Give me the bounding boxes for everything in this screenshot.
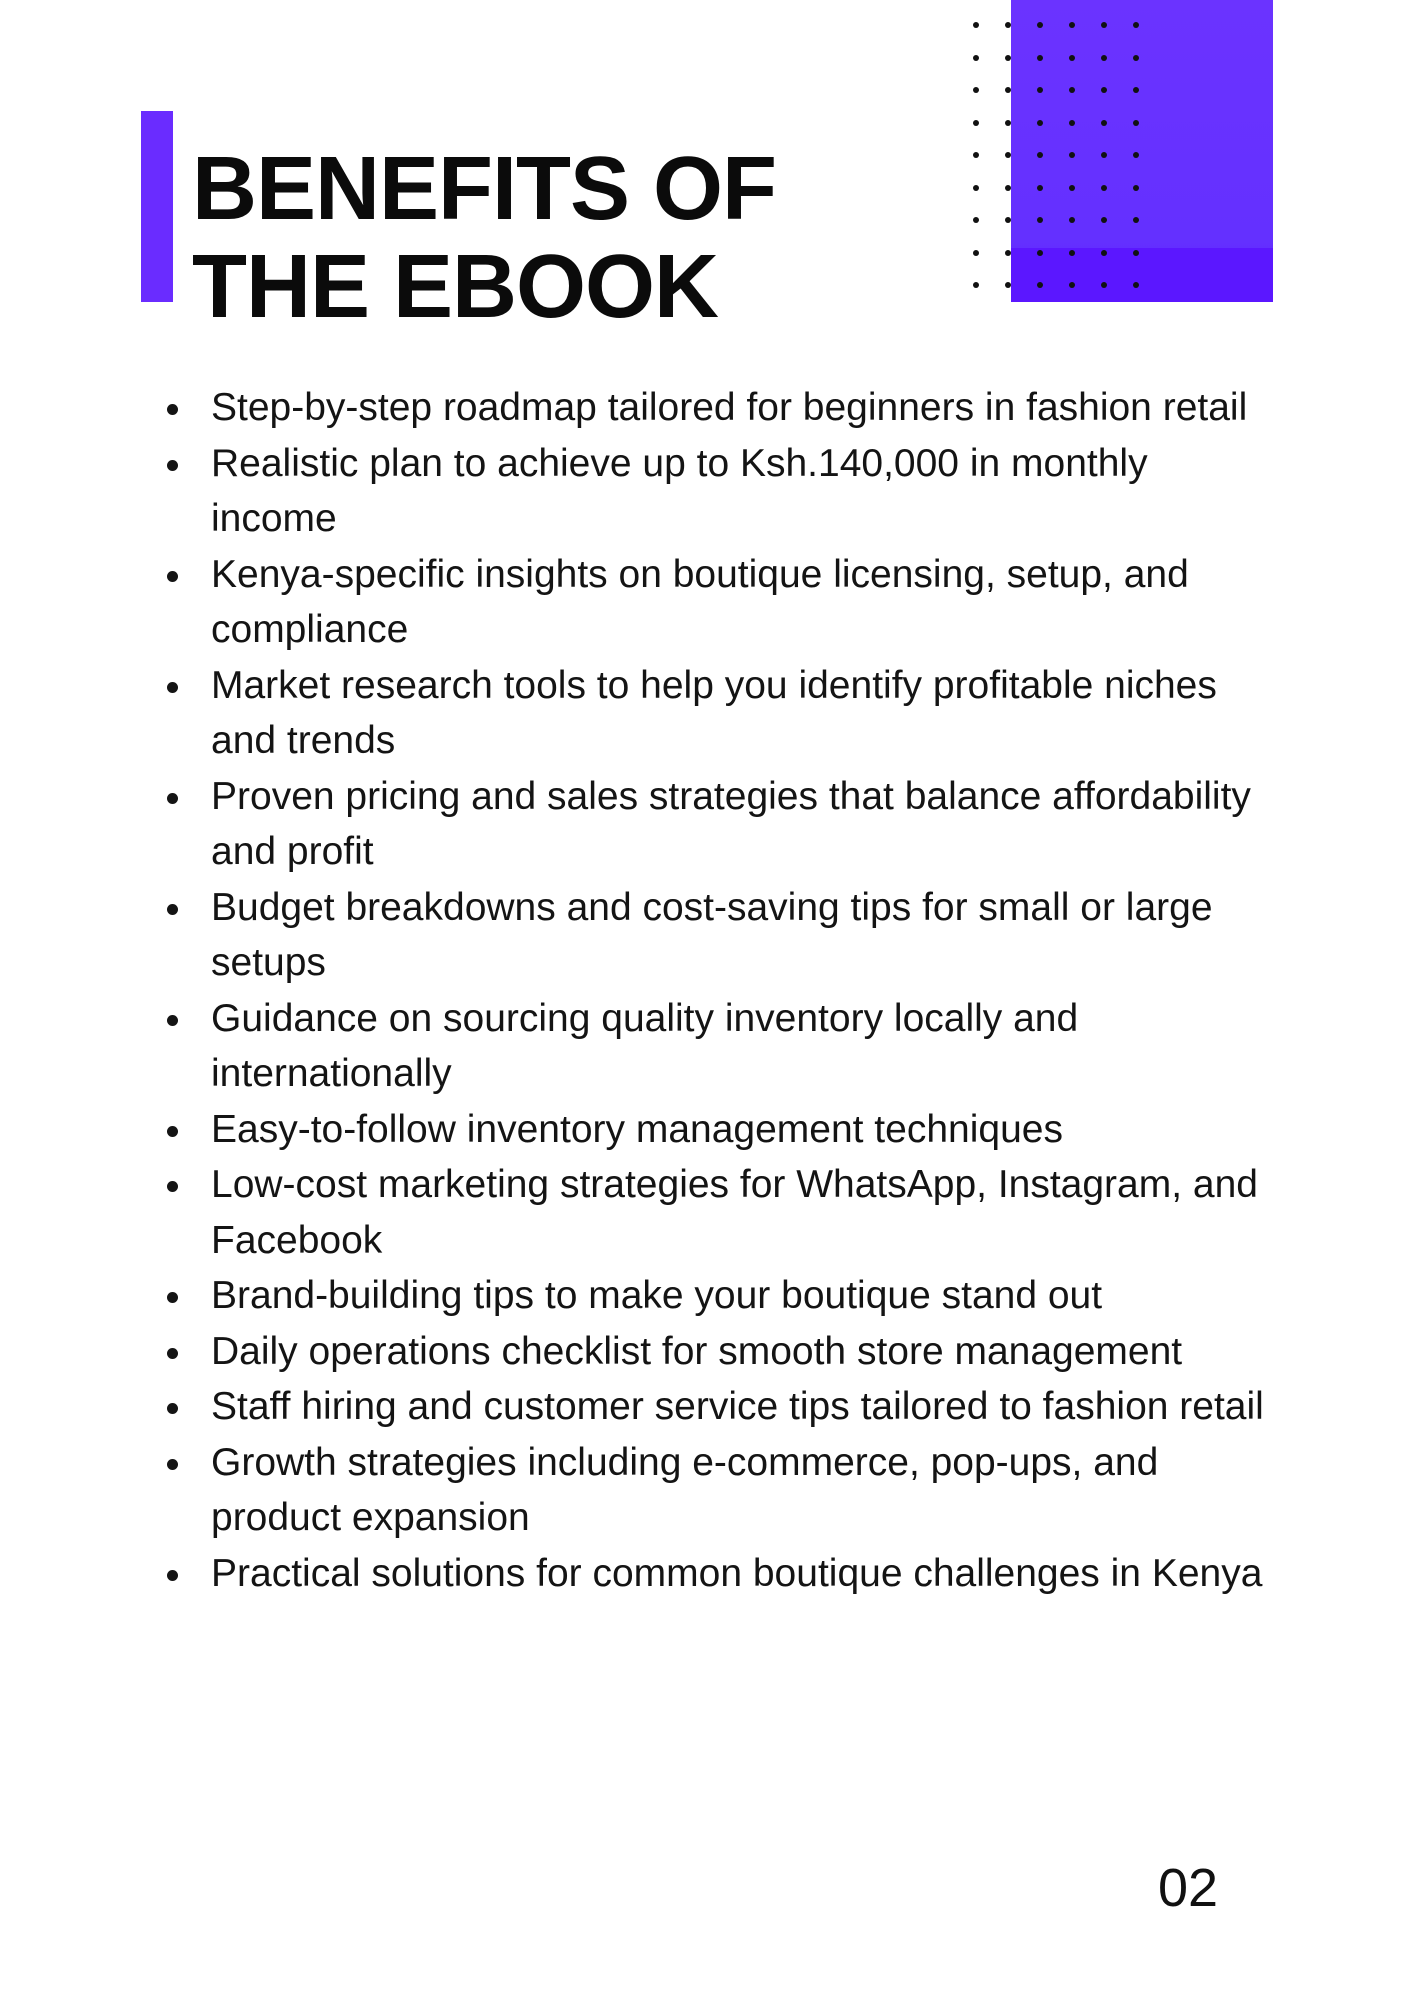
- decor-dot: [1037, 217, 1043, 223]
- benefit-item: [155, 547, 1275, 658]
- decor-dot: [1037, 152, 1043, 158]
- decor-dot: [1069, 152, 1075, 158]
- decor-dot: [1005, 22, 1011, 28]
- benefits-list: [155, 380, 1275, 1601]
- decor-dot: [1005, 55, 1011, 61]
- benefit-text: Guidance on sourcing quality inventory locally and internationally: [211, 996, 1079, 1095]
- decor-dot: [1069, 87, 1075, 93]
- decor-dot: [1133, 120, 1139, 126]
- decor-dot: [1133, 217, 1139, 223]
- benefit-item: [155, 1324, 1275, 1380]
- bullet-icon: [167, 571, 178, 582]
- benefit-text: Kenya-specific insights on boutique licensing, setup, and compliance: [211, 552, 1189, 651]
- benefit-text: Growth strategies including e-commerce, pop-ups, and product expansion: [211, 1440, 1159, 1539]
- decor-dot: [1101, 152, 1107, 158]
- decor-dot: [1133, 282, 1139, 288]
- bullet-icon: [167, 1348, 178, 1359]
- bullet-icon: [167, 1015, 178, 1026]
- bullet-icon: [167, 460, 178, 471]
- decorative-graphic: [968, 0, 1273, 302]
- decor-dot: [1101, 120, 1107, 126]
- benefit-text: Market research tools to help you identify profitable niches and trends: [211, 663, 1217, 762]
- bullet-icon: [167, 1126, 178, 1137]
- bullet-icon: [167, 1570, 178, 1581]
- decor-dot: [973, 185, 979, 191]
- benefit-item: [155, 1546, 1275, 1602]
- decor-dot: [1069, 120, 1075, 126]
- decor-dot: [1069, 55, 1075, 61]
- decor-dot: [1101, 217, 1107, 223]
- benefit-text: Budget breakdowns and cost-saving tips for small or large setups: [211, 885, 1213, 984]
- decor-dot: [1005, 87, 1011, 93]
- decor-dot: [1069, 250, 1075, 256]
- benefit-item: [155, 1157, 1275, 1268]
- bullet-icon: [167, 1292, 178, 1303]
- decor-dot: [1037, 22, 1043, 28]
- benefit-item: [155, 769, 1275, 880]
- benefit-item: [155, 1435, 1275, 1546]
- benefit-text: Daily operations checklist for smooth store management: [211, 1329, 1183, 1373]
- decor-dot: [1005, 185, 1011, 191]
- benefit-item: [155, 1379, 1275, 1435]
- decor-dot: [1037, 250, 1043, 256]
- decor-dot: [1005, 152, 1011, 158]
- benefit-item: [155, 1102, 1275, 1158]
- decor-dot: [1005, 282, 1011, 288]
- decor-dot: [1037, 120, 1043, 126]
- benefit-item: [155, 658, 1275, 769]
- decor-dot: [1037, 185, 1043, 191]
- decor-dot: [1133, 22, 1139, 28]
- decor-dot: [973, 282, 979, 288]
- benefit-text: Proven pricing and sales strategies that balance affordability and profit: [211, 774, 1251, 873]
- decor-dot: [1101, 55, 1107, 61]
- decor-dot: [1037, 87, 1043, 93]
- decor-dot: [973, 250, 979, 256]
- benefit-item: [155, 991, 1275, 1102]
- decor-dot: [973, 120, 979, 126]
- decor-dot: [1101, 250, 1107, 256]
- bullet-icon: [167, 404, 178, 415]
- decor-dot: [1133, 152, 1139, 158]
- dot-grid-pattern: [968, 0, 1148, 302]
- benefit-text: Brand-building tips to make your boutique stand out: [211, 1274, 1103, 1317]
- benefit-text: Realistic plan to achieve up to Ksh.140,000 in monthly income: [211, 441, 1148, 540]
- decor-dot: [1069, 282, 1075, 288]
- bullet-icon: [167, 904, 178, 915]
- bullet-icon: [167, 1181, 178, 1192]
- decor-dot: [973, 22, 979, 28]
- bullet-icon: [167, 1459, 178, 1470]
- decor-dot: [973, 87, 979, 93]
- decor-dot: [1133, 250, 1139, 256]
- decor-dot: [1069, 185, 1075, 191]
- decor-dot: [1101, 185, 1107, 191]
- decor-dot: [1005, 120, 1011, 126]
- decor-dot: [973, 217, 979, 223]
- decor-dot: [973, 152, 979, 158]
- bullet-icon: [167, 793, 178, 804]
- decor-dot: [1005, 250, 1011, 256]
- decor-dot: [1101, 22, 1107, 28]
- page-title: BENEFITS OF THE EBOOK: [192, 139, 777, 337]
- decor-dot: [1133, 185, 1139, 191]
- benefit-item: [155, 880, 1275, 991]
- benefit-item: [155, 380, 1275, 436]
- decor-dot: [1005, 217, 1011, 223]
- decor-dot: [1101, 282, 1107, 288]
- bullet-icon: [167, 682, 178, 693]
- benefit-item: [155, 436, 1275, 547]
- benefit-text: Step-by-step roadmap tailored for beginners in fashion retail: [211, 386, 1248, 429]
- decor-dot: [973, 55, 979, 61]
- decor-dot: [1101, 87, 1107, 93]
- benefit-item: [155, 1268, 1275, 1324]
- decor-dot: [1069, 22, 1075, 28]
- decor-dot: [1037, 282, 1043, 288]
- decor-dot: [1069, 217, 1075, 223]
- title-accent-bar: [141, 111, 173, 302]
- decor-dot: [1037, 55, 1043, 61]
- bullet-icon: [167, 1403, 178, 1414]
- decor-dot: [1133, 87, 1139, 93]
- benefit-text: Practical solutions for common boutique challenges in Kenya: [211, 1551, 1263, 1595]
- benefit-text: Easy-to-follow inventory management techniques: [211, 1107, 1063, 1151]
- decor-dot: [1133, 55, 1139, 61]
- benefit-text: Staff hiring and customer service tips tailored to fashion retail: [211, 1385, 1264, 1428]
- page-number: 02: [1158, 1858, 1219, 1918]
- benefit-text: Low-cost marketing strategies for WhatsApp, Instagram, and Facebook: [211, 1163, 1258, 1262]
